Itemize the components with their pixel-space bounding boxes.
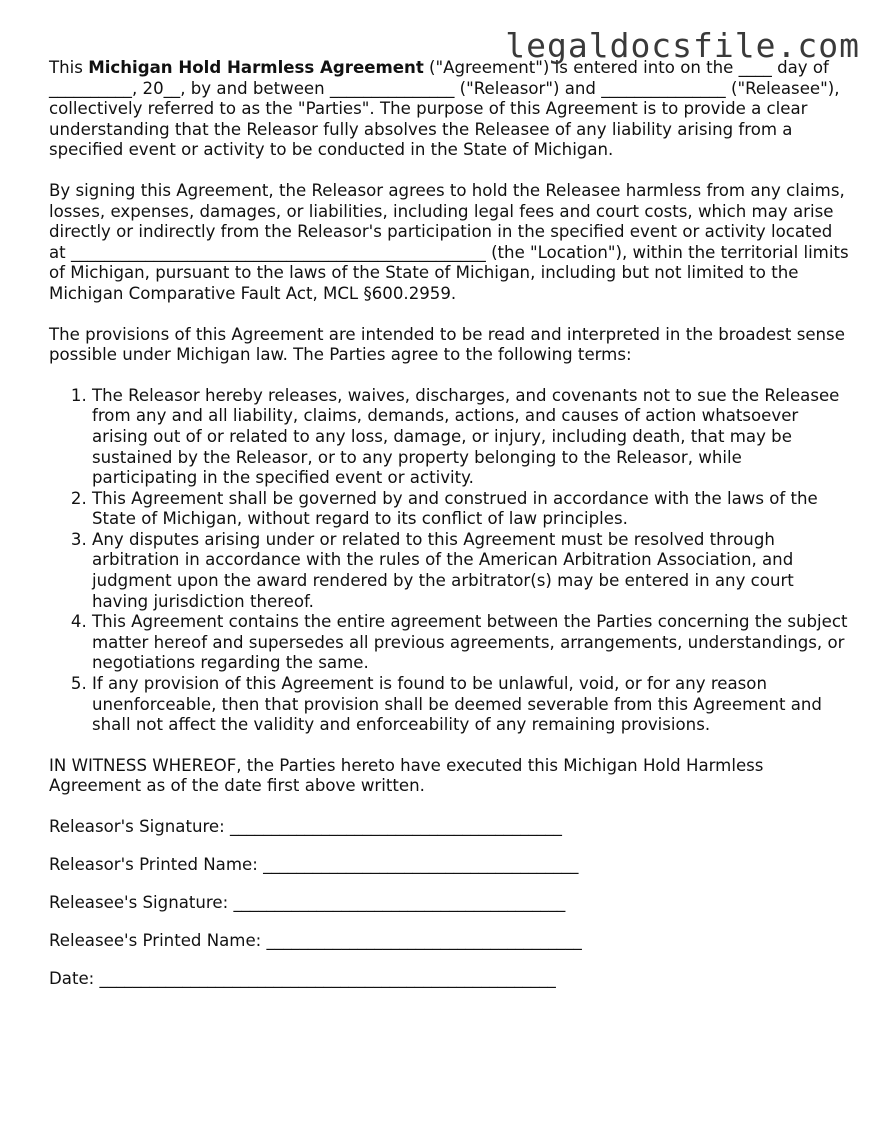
term-entire-agreement: 4. This Agreement contains the entire agreement between the Parties concerning the subject matter hereof and supersedes all previous agreements, arrangements, understandings, or negotiations regarding the same. [92,612,849,674]
terms-list [49,386,849,736]
releasor-signature-line[interactable]: Releasor's Signature: ________________________________________ [49,817,562,836]
term-governing-law: 2. This Agreement shall be governed by and construed in accordance with the laws of the State of Michigan, without regard to its conflict of law principles. [92,489,849,530]
term-release: 1. The Releasor hereby releases, waives, discharges, and covenants not to sue the Releasee from any and all liability, claims, demands, actions, and causes of action whatsoever arising out of or related to any loss, damage, or injury, including death, that may be sustained by the Releasor, or to any property belonging to the Releasor, while participating in the specified event or activity. [92,386,849,489]
intro-body-text: ("Agreement") is entered into on the ____ day of __________, 20__, by and between _______________ ("Releasor") and _______________ ("Releasee"), collectively referred to as the "Parties". The purpose of this Agreement is to provide a clear understanding that the Releasor fully absolves the Releasee of any liability arising from a specified event or activity to be conducted in the State of Michigan. [49,58,840,160]
provisions-paragraph: The provisions of this Agreement are intended to be read and interpreted in the broadest sense possible under Michigan law. The Parties agree to the following terms: [49,324,845,365]
releasor-printed-name-line[interactable]: Releasor's Printed Name: ______________________________________ [49,855,579,875]
witness-paragraph: IN WITNESS WHEREOF, the Parties hereto have executed this Michigan Hold Harmless Agreement as of the date first above written. [49,755,764,796]
watermark-logo: legaldocsfile.com [505,26,860,65]
term-severability: 5. If any provision of this Agreement is found to be unlawful, void, or for any reason unenforceable, then that provision shall be deemed severable from this Agreement and shall not affect the validity and enforceability of any remaining provisions. [92,674,849,736]
date-line[interactable]: Date: _______________________________________________________ [49,969,556,989]
agreement-title: Michigan Hold Harmless Agreement [88,58,424,77]
releasee-signature-line[interactable]: Releasee's Signature: ________________________________________ [49,893,566,913]
releasee-printed-name-line[interactable]: Releasee's Printed Name: ______________________________________ [49,931,582,951]
intro-paragraph [49,58,849,161]
term-arbitration: 3. Any disputes arising under or related to this Agreement must be resolved through arbitration in accordance with the rules of the American Arbitration Association, and judgment upon the award rendered by the arbitrator(s) may be entered in any court having jurisdiction thereof. [92,530,849,612]
hold-harmless-paragraph: By signing this Agreement, the Releasor agrees to hold the Releasee harmless from any claims, losses, expenses, damages, or liabilities, including legal fees and court costs, which may arise directly or indirectly from the Releasor's participation in the specified event or activity located at __________________________________________________ (the "Location"), within the territorial limits of Michigan, pursuant to the laws of the State of Michigan, including but not limited to the Michigan Comparative Fault Act, MCL §600.2959. [49,180,849,303]
intro-lead-text: This [49,58,89,77]
agreement-document [49,58,849,1007]
